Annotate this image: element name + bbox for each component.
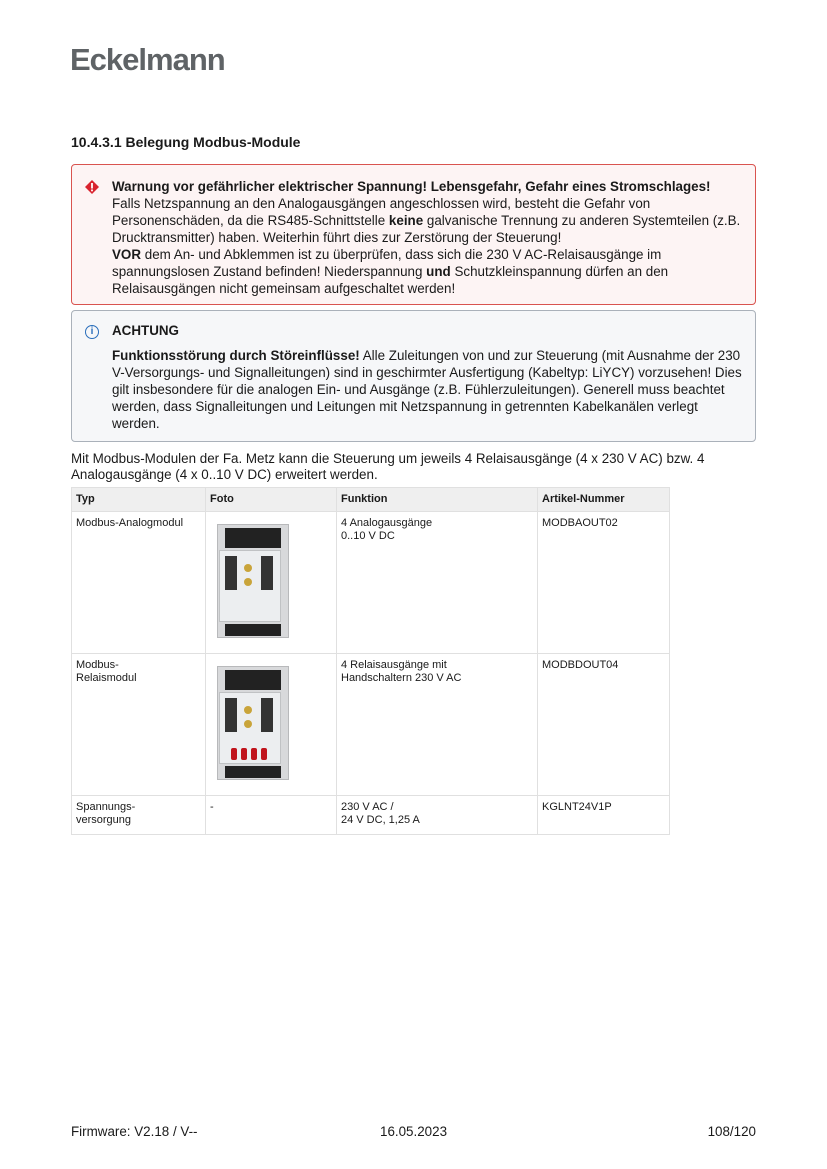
cell-typ: Spannungs- versorgung: [72, 796, 206, 835]
table-row: [72, 512, 670, 654]
section-heading: 10.4.3.1 Belegung Modbus-Module: [71, 134, 301, 150]
modbus-modules-table: [71, 487, 670, 835]
cell-artikel: MODBAOUT02: [538, 512, 670, 654]
footer-firmware: Firmware: V2.18 / V--: [71, 1124, 198, 1139]
warning-text-1: Falls Netzspannung an den Analogausgängen angeschlossen wird, besteht die Gefahr von Personenschäden, da die RS485-Schnittstelle keine galvanische Trennung zu anderen Systemteilen (z.B. Drucktransmitter) haben. Weiterhin führt dies zur Zerstörung der Steuerung!: [112, 196, 741, 245]
cell-funktion: 230 V AC / 24 V DC, 1,25 A: [337, 796, 538, 835]
cell-typ: Modbus- Relaismodul: [72, 654, 206, 796]
cell-typ: Modbus-Analogmodul: [72, 512, 206, 654]
relay-module-photo: [211, 662, 295, 784]
table-row: [72, 796, 670, 835]
info-icon: i: [85, 325, 99, 339]
eckelmann-logo: Eckelmann: [70, 42, 225, 77]
header-foto: Foto: [206, 488, 337, 512]
footer-date: 16.05.2023: [380, 1124, 448, 1139]
cell-foto: [206, 654, 337, 796]
attention-box: [71, 310, 756, 442]
warning-box: [71, 164, 756, 305]
cell-foto: -: [206, 796, 337, 835]
attention-title: ACHTUNG: [112, 323, 179, 338]
cell-artikel: KGLNT24V1P: [538, 796, 670, 835]
warning-text-2: VOR dem An- und Abklemmen ist zu überprüfen, dass sich die 230 V AC-Relaisausgänge im spannungslosen Zustand befinden! Niederspannung und Schutzkleinspannung dürfen an den Relaisausgängen nicht gemeinsam aufgeschaltet werden!: [112, 247, 669, 296]
header-typ: Typ: [72, 488, 206, 512]
cell-funktion: 4 Analogausgänge 0..10 V DC: [337, 512, 538, 654]
table-row: [72, 654, 670, 796]
cell-foto: [206, 512, 337, 654]
warning-title: Warnung vor gefährlicher elektrischer Spannung! Lebensgefahr, Gefahr eines Stromschlages!: [112, 179, 711, 194]
warning-icon: [85, 180, 99, 194]
cell-artikel: MODBDOUT04: [538, 654, 670, 796]
header-artikel: Artikel-Nummer: [538, 488, 670, 512]
cell-funktion: 4 Relaisausgänge mit Handschaltern 230 V AC: [337, 654, 538, 796]
intro-text: Mit Modbus-Modulen der Fa. Metz kann die Steuerung um jeweils 4 Relaisausgänge (4 x 230 V AC) bzw. 4 Analogausgänge (4 x 0..10 V DC) erweitert werden.: [71, 451, 705, 482]
footer-page-number: 108/120: [707, 1124, 756, 1139]
attention-text: Funktionsstörung durch Störeinflüsse! Alle Zuleitungen von und zur Steuerung (mit Ausnahme der 230 V-Versorgungs- und Signalleitungen) sind in geschirmter Ausfertigung (Kabeltyp: LiYCY) vorzusehen! Dies gilt insbesondere für die analogen Ein- und Ausgänge (z.B. Fühlerzuleitungen). Generell muss beachtet werden, dass Signalleitungen und Leitungen mit Netzspannung in getrennten Kabelkanälen verlegt werden.: [112, 348, 742, 431]
table-header-row: [72, 488, 670, 512]
analog-module-photo: [211, 520, 295, 642]
header-funktion: Funktion: [337, 488, 538, 512]
